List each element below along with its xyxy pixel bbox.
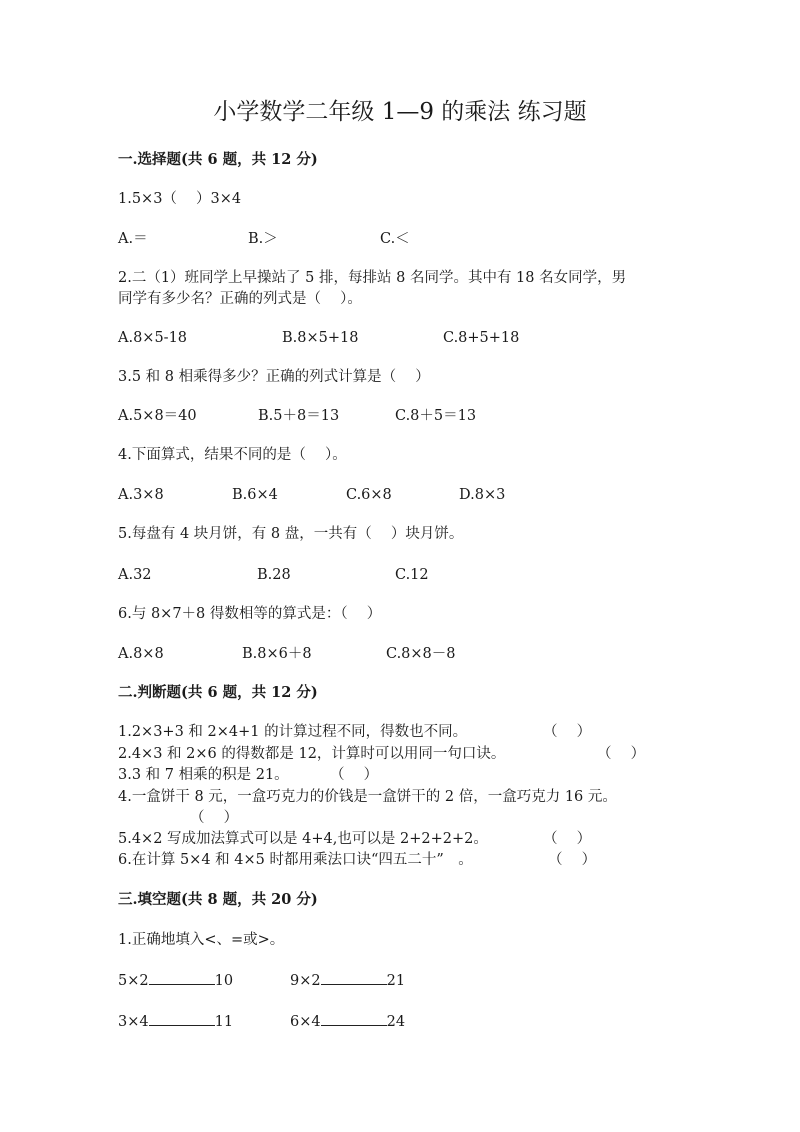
option-c: C.＜ xyxy=(380,231,410,247)
answer-paren: （ ） xyxy=(548,852,597,868)
option-b: B.6×4 xyxy=(232,487,278,503)
answer-blank[interactable] xyxy=(321,970,387,985)
answer-paren: （ ） xyxy=(330,767,379,783)
question-text: 3.5 和 8 相乘得多少？正确的列式计算是（ ） xyxy=(118,369,430,385)
judge-item: 5.4×2 写成加法算式可以是 4+4,也可以是 2+2+2+2。 xyxy=(118,831,488,847)
question-text: 5.每盘有 4 块月饼，有 8 盘，一共有（ ）块月饼。 xyxy=(118,526,464,542)
option-c: C.8＋5＝13 xyxy=(395,408,477,424)
option-a: A.5×8＝40 xyxy=(118,408,197,424)
question-text: 2.二（1）班同学上早操站了 5 排，每排站 8 名同学。其中有 18 名女同学，男 xyxy=(118,270,627,286)
option-b: B.5＋8＝13 xyxy=(258,408,340,424)
option-a: A.3×8 xyxy=(118,487,164,503)
option-b: B.＞ xyxy=(248,231,278,247)
question-text: 1.5×3（ ）3×4 xyxy=(118,191,242,207)
option-a: A.32 xyxy=(118,567,152,583)
option-d: D.8×3 xyxy=(459,487,506,503)
page-title: 小学数学二年级 1—9 的乘法 练习题 xyxy=(213,99,587,125)
option-c: C.8+5+18 xyxy=(443,330,520,346)
answer-blank[interactable] xyxy=(149,1011,215,1026)
answer-blank[interactable] xyxy=(149,970,215,985)
judge-item: 3.3 和 7 相乘的积是 21。 xyxy=(118,767,289,783)
answer-blank[interactable] xyxy=(321,1011,387,1026)
question-text: 4.下面算式，结果不同的是（ ）。 xyxy=(118,447,347,463)
judge-item: 6.在计算 5×4 和 4×5 时都用乘法口诀“四五二十” 。 xyxy=(118,852,473,868)
answer-paren: （ ） xyxy=(543,724,592,740)
option-c: C.8×8－8 xyxy=(386,646,456,662)
judge-item: 4.一盒饼干 8 元，一盒巧克力的价钱是一盒饼干的 2 倍，一盒巧克力 16 元。 xyxy=(118,789,617,805)
option-b: B.8×5+18 xyxy=(282,330,359,346)
option-b: B.8×6＋8 xyxy=(242,646,312,662)
answer-paren: （ ） xyxy=(543,831,592,847)
fill-item: 9×2 21 xyxy=(290,970,405,991)
section-heading-fill: 三.填空题(共 8 题，共 20 分) xyxy=(118,891,318,908)
answer-paren: （ ） xyxy=(190,810,239,826)
option-a: A.＝ xyxy=(118,231,148,247)
fill-item: 5×2 10 xyxy=(118,970,233,991)
option-b: B.28 xyxy=(257,567,291,583)
section-heading-judge: 二.判断题(共 6 题，共 12 分) xyxy=(118,684,318,701)
fill-item: 3×4 11 xyxy=(118,1011,233,1032)
question-text-cont: 同学有多少名？正确的列式是（ ）。 xyxy=(118,291,362,307)
option-c: C.6×8 xyxy=(346,487,392,503)
option-c: C.12 xyxy=(395,567,429,583)
fill-item: 6×4 24 xyxy=(290,1011,405,1032)
option-a: A.8×5-18 xyxy=(118,330,188,346)
section-heading-choice: 一.选择题(共 6 题，共 12 分) xyxy=(118,151,318,168)
option-a: A.8×8 xyxy=(118,646,164,662)
question-text: 1.正确地填入<、=或>。 xyxy=(118,932,285,948)
question-text: 6.与 8×7＋8 得数相等的算式是：（ ） xyxy=(118,606,382,622)
judge-item: 2.4×3 和 2×6 的得数都是 12，计算时可以用同一句口诀。 xyxy=(118,746,506,762)
answer-paren: （ ） xyxy=(597,746,646,762)
judge-item: 1.2×3+3 和 2×4+1 的计算过程不同，得数也不同。 xyxy=(118,724,468,740)
